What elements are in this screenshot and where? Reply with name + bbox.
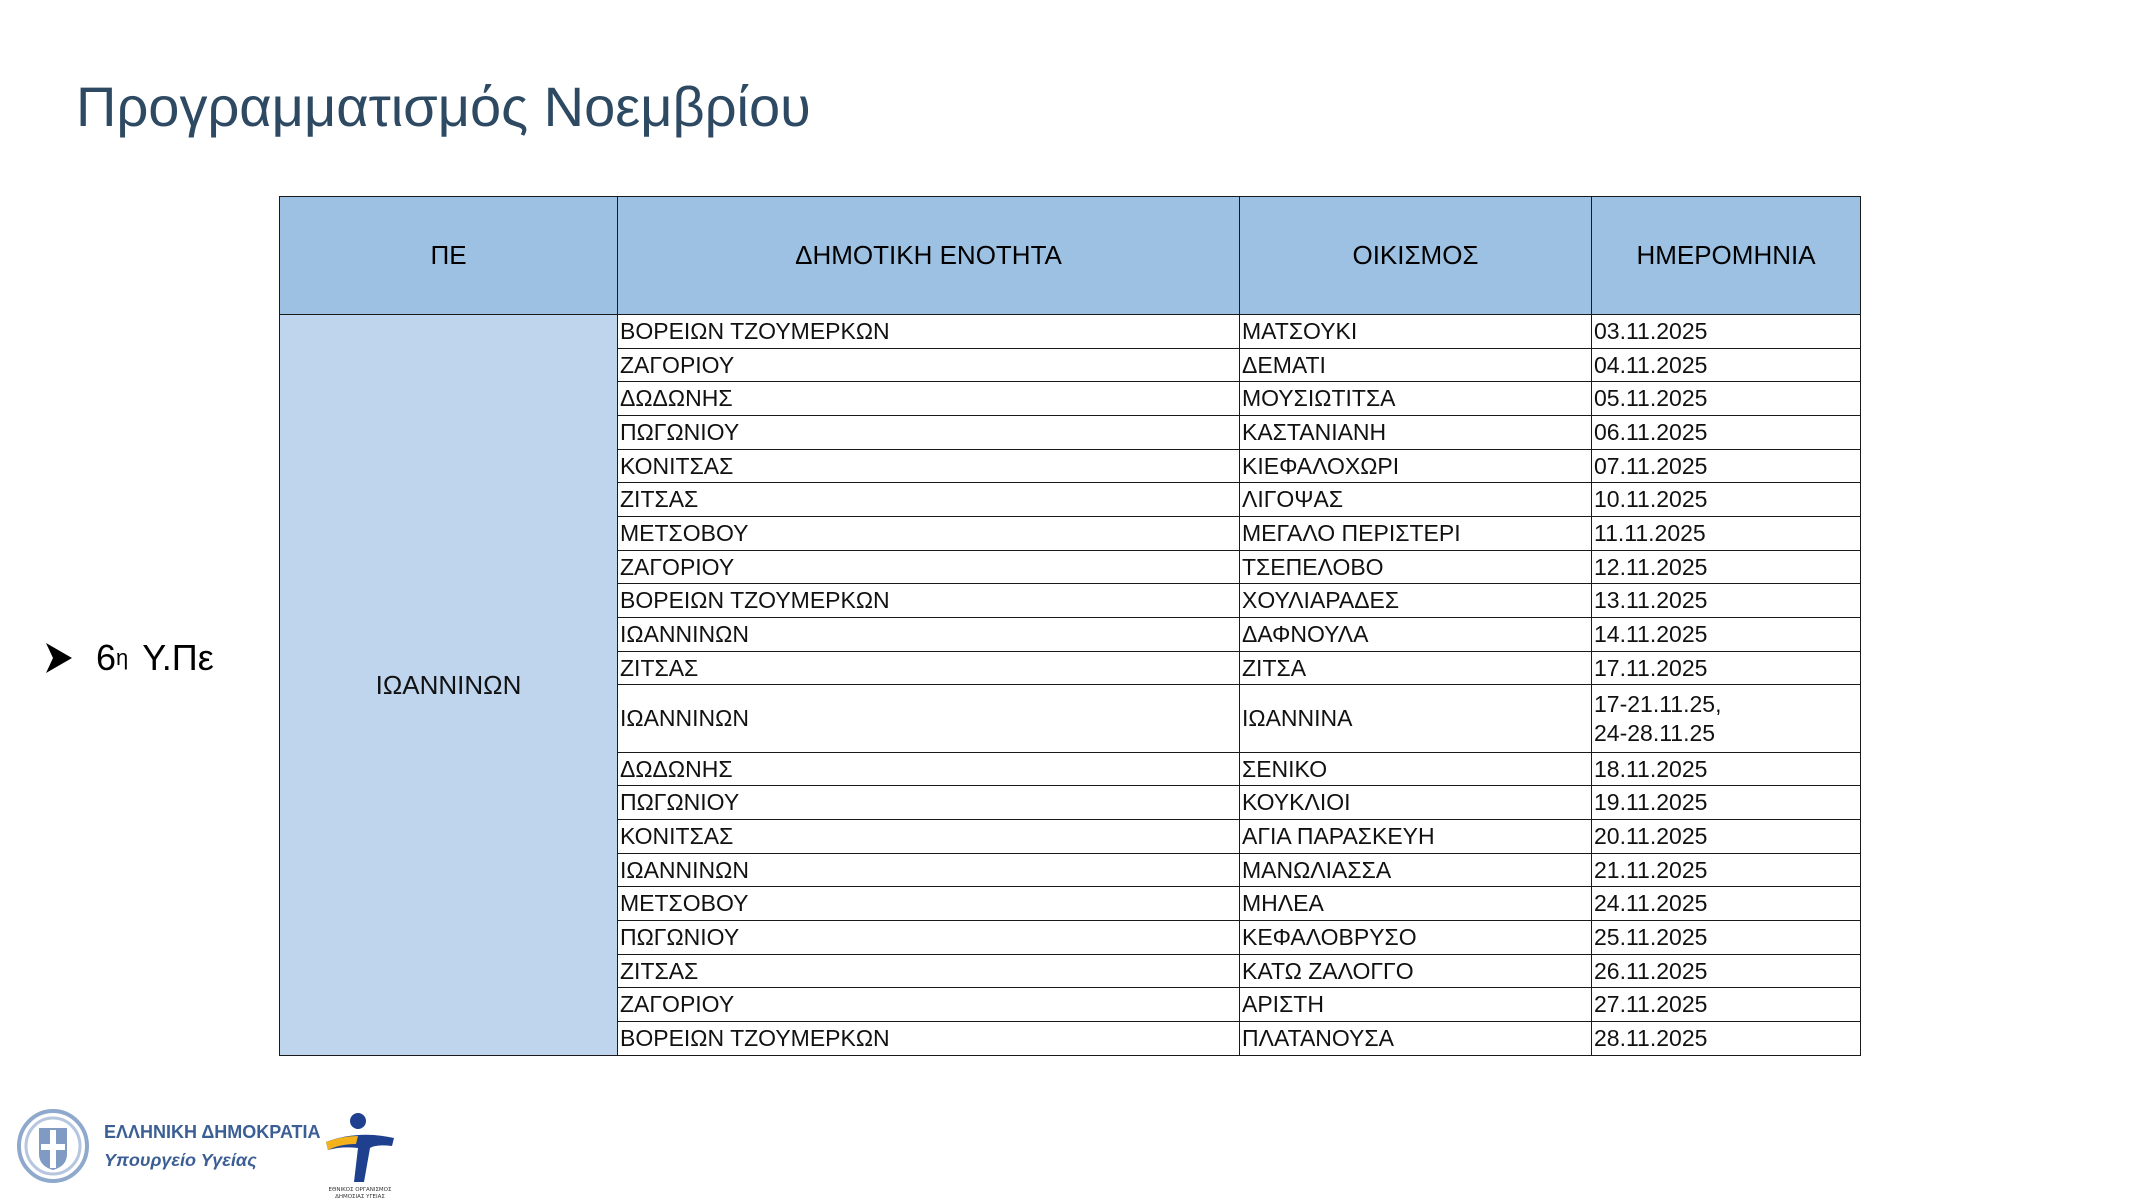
municipal-unit-cell: ΖΑΓΟΡΙΟΥ xyxy=(618,988,1240,1022)
date-cell: 24.11.2025 xyxy=(1592,887,1861,921)
header-municipal-unit: ΔΗΜΟΤΙΚΗ ΕΝΟΤΗΤΑ xyxy=(618,197,1240,315)
date-cell: 04.11.2025 xyxy=(1592,348,1861,382)
municipal-unit-cell: ΜΕΤΣΟΒΟΥ xyxy=(618,517,1240,551)
date-cell: 12.11.2025 xyxy=(1592,550,1861,584)
date-cell: 17.11.2025 xyxy=(1592,651,1861,685)
republic-label: ΕΛΛΗΝΙΚΗ ΔΗΜΟΚΡΑΤΙΑ xyxy=(104,1122,321,1142)
municipal-unit-cell: ΠΩΓΩΝΙΟΥ xyxy=(618,786,1240,820)
date-cell: 06.11.2025 xyxy=(1592,416,1861,450)
settlement-cell: ΜΑΝΩΛΙΑΣΣΑ xyxy=(1240,853,1592,887)
date-cell: 25.11.2025 xyxy=(1592,921,1861,955)
arrow-bullet-icon xyxy=(44,641,74,675)
header-date: ΗΜΕΡΟΜΗΝΙΑ xyxy=(1592,197,1861,315)
settlement-cell: ΜΟΥΣΙΩΤΙΤΣΑ xyxy=(1240,382,1592,416)
date-cell: 21.11.2025 xyxy=(1592,853,1861,887)
ministry-logo xyxy=(16,1108,320,1184)
settlement-cell: ΤΣΕΠΕΛΟΒΟ xyxy=(1240,550,1592,584)
greek-coat-of-arms-icon xyxy=(16,1108,90,1184)
settlement-cell: ΠΛΑΤΑΝΟΥΣΑ xyxy=(1240,1022,1592,1056)
settlement-cell: ΚΟΥΚΛΙΟΙ xyxy=(1240,786,1592,820)
municipal-unit-cell: ΖΙΤΣΑΣ xyxy=(618,954,1240,988)
date-cell: 20.11.2025 xyxy=(1592,820,1861,854)
region-number: 6 xyxy=(96,637,117,678)
pe-cell: ΙΩΑΝΝΙΝΩΝ xyxy=(280,315,618,1056)
date-cell: 27.11.2025 xyxy=(1592,988,1861,1022)
settlement-cell: ΖΙΤΣΑ xyxy=(1240,651,1592,685)
date-cell: 13.11.2025 xyxy=(1592,584,1861,618)
region-text: Υ.Πε xyxy=(142,637,214,678)
settlement-cell: ΔΕΜΑΤΙ xyxy=(1240,348,1592,382)
date-cell: 28.11.2025 xyxy=(1592,1022,1861,1056)
settlement-cell: ΚΕΦΑΛΟΒΡΥΣΟ xyxy=(1240,921,1592,955)
date-line-1: 17-21.11.25, xyxy=(1594,690,1722,717)
date-cell: 18.11.2025 xyxy=(1592,752,1861,786)
date-cell xyxy=(1592,685,1861,752)
municipal-unit-cell: ΜΕΤΣΟΒΟΥ xyxy=(618,887,1240,921)
municipal-unit-cell: ΙΩΑΝΝΙΝΩΝ xyxy=(618,685,1240,752)
table-row xyxy=(280,315,1861,349)
date-cell: 07.11.2025 xyxy=(1592,449,1861,483)
municipal-unit-cell: ΒΟΡΕΙΩΝ ΤΖΟΥΜΕΡΚΩΝ xyxy=(618,1022,1240,1056)
municipal-unit-cell: ΖΑΓΟΡΙΟΥ xyxy=(618,348,1240,382)
municipal-unit-cell: ΚΟΝΙΤΣΑΣ xyxy=(618,820,1240,854)
settlement-cell: ΔΑΦΝΟΥΛΑ xyxy=(1240,618,1592,652)
settlement-cell: ΙΩΑΝΝΙΝΑ xyxy=(1240,685,1592,752)
settlement-cell: ΛΙΓΟΨΑΣ xyxy=(1240,483,1592,517)
municipal-unit-cell: ΒΟΡΕΙΩΝ ΤΖΟΥΜΕΡΚΩΝ xyxy=(618,315,1240,349)
municipal-unit-cell: ΠΩΓΩΝΙΟΥ xyxy=(618,416,1240,450)
municipal-unit-cell: ΖΙΤΣΑΣ xyxy=(618,483,1240,517)
date-cell: 19.11.2025 xyxy=(1592,786,1861,820)
date-cell: 14.11.2025 xyxy=(1592,618,1861,652)
municipal-unit-cell: ΙΩΑΝΝΙΝΩΝ xyxy=(618,618,1240,652)
municipal-unit-cell: ΖΙΤΣΑΣ xyxy=(618,651,1240,685)
settlement-cell: ΜΕΓΑΛΟ ΠΕΡΙΣΤΕΡΙ xyxy=(1240,517,1592,551)
settlement-cell: ΜΗΛΕΑ xyxy=(1240,887,1592,921)
table-header-row xyxy=(280,197,1861,315)
date-cell: 26.11.2025 xyxy=(1592,954,1861,988)
date-cell: 05.11.2025 xyxy=(1592,382,1861,416)
header-settlement: ΟΙΚΙΣΜΟΣ xyxy=(1240,197,1592,315)
region-label: 6 η Υ.Πε xyxy=(44,633,214,683)
settlement-cell: ΧΟΥΛΙΑΡΑΔΕΣ xyxy=(1240,584,1592,618)
municipal-unit-cell: ΖΑΓΟΡΙΟΥ xyxy=(618,550,1240,584)
ministry-label: Υπουργείο Υγείας xyxy=(104,1150,257,1170)
settlement-cell: ΣΕΝΙΚΟ xyxy=(1240,752,1592,786)
settlement-cell: ΑΓΙΑ ΠΑΡΑΣΚΕΥΗ xyxy=(1240,820,1592,854)
settlement-cell: ΑΡΙΣΤΗ xyxy=(1240,988,1592,1022)
municipal-unit-cell: ΚΟΝΙΤΣΑΣ xyxy=(618,449,1240,483)
date-line-2: 24-28.11.25 xyxy=(1594,719,1716,746)
settlement-cell: ΜΑΤΣΟΥΚΙ xyxy=(1240,315,1592,349)
settlement-cell: ΚΙΕΦΑΛΟΧΩΡΙ xyxy=(1240,449,1592,483)
date-cell: 10.11.2025 xyxy=(1592,483,1861,517)
date-cell: 11.11.2025 xyxy=(1592,517,1861,551)
schedule-table xyxy=(279,196,1861,1056)
eody-text-line1: ΕΘΝΙΚΟΣ ΟΡΓΑΝΙΣΜΟΣ xyxy=(328,1187,392,1193)
municipal-unit-cell: ΒΟΡΕΙΩΝ ΤΖΟΥΜΕΡΚΩΝ xyxy=(618,584,1240,618)
municipal-unit-cell: ΠΩΓΩΝΙΟΥ xyxy=(618,921,1240,955)
date-cell: 03.11.2025 xyxy=(1592,315,1861,349)
municipal-unit-cell: ΔΩΔΩΝΗΣ xyxy=(618,752,1240,786)
eody-logo xyxy=(320,1112,400,1200)
eody-text-line2: ΔΗΜΟΣΙΑΣ ΥΓΕΙΑΣ xyxy=(335,1194,385,1200)
municipal-unit-cell: ΔΩΔΩΝΗΣ xyxy=(618,382,1240,416)
municipal-unit-cell: ΙΩΑΝΝΙΝΩΝ xyxy=(618,853,1240,887)
settlement-cell: ΚΑΤΩ ΖΑΛΟΓΓΟ xyxy=(1240,954,1592,988)
page-title: Προγραμματισμός Νοεμβρίου xyxy=(76,75,811,138)
header-pe: ΠΕ xyxy=(280,197,618,315)
settlement-cell: ΚΑΣΤΑΝΙΑΝΗ xyxy=(1240,416,1592,450)
